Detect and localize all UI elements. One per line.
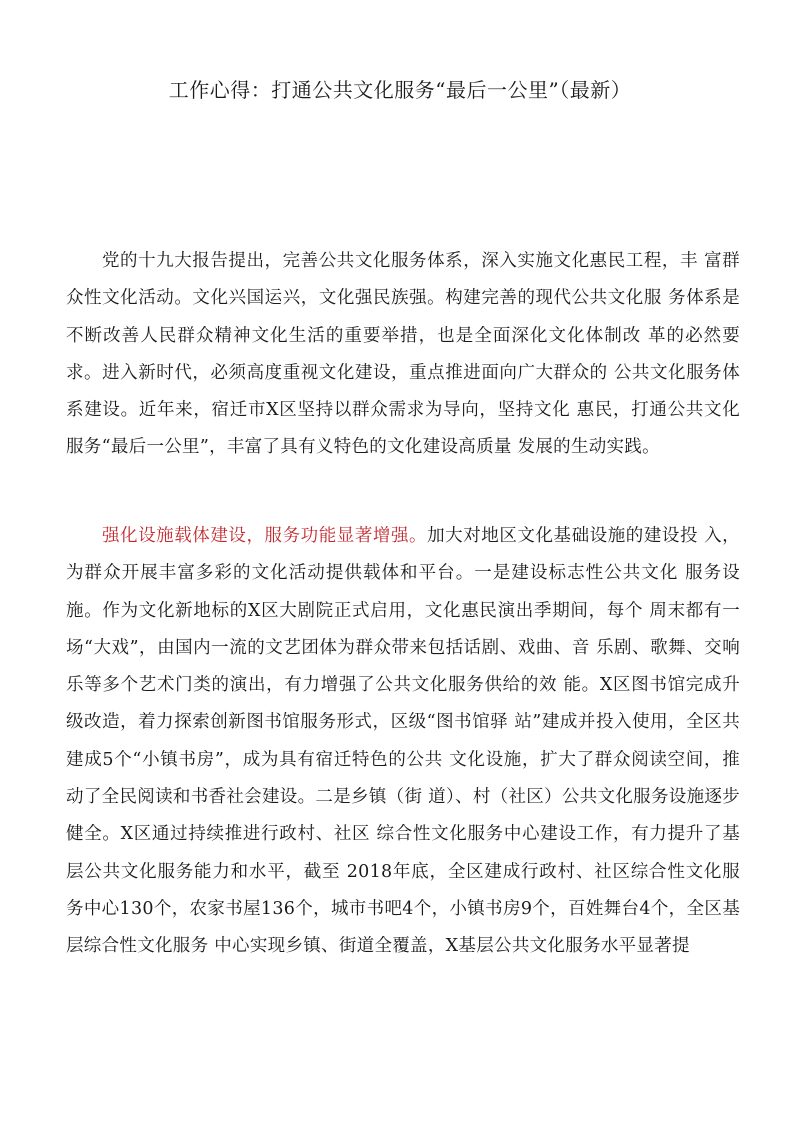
paragraph-intro-text: 党的十九大报告提出，完善公共文化服务体系，深入实施文化惠民工程，丰 富群众性文化活动。文化兴国运兴，文化强民族强。构建完善的现代公共文化服 务体系是不断改善人民群众精神文化生活的重要举措，也是全面深化文化体制改 革的必然要求。进入新时代，必须高度重视文化建设，重点推进面向广大群众的 公共文化服务体系建设。近年来，宿迁市X区坚持以群众需求为导向，坚持文化 惠民，打通公共文化服务“最后一公里”，丰富了具有义特色的文化建设高质量 发展的生动实践。 [66, 251, 740, 458]
paragraph-facilities-heading: 强化设施载体建设，服务功能显著增强。 [102, 526, 428, 546]
paragraph-facilities [66, 518, 740, 966]
paragraph-facilities-text: 加大对地区文化基础设施的建设投 入，为群众开展丰富多彩的文化活动提供载体和平台。一是建设标志性公共文化 服务设施。作为文化新地标的X区大剧院正式启用，文化惠民演出季期间，每个 周末都有一场“大戏”，由国内一流的文艺团体为群众带来包括话剧、戏曲、音 乐剧、歌舞、交响乐等多个艺术门类的演出，有力增强了公共文化服务供给的效 能。X区图书馆完成升级改造，着力探索创新图书馆服务形式，区级“图书馆驿 站”建成并投入使用，全区共建成5个“小镇书房”，成为具有宿迁特色的公共 文化设施，扩大了群众阅读空间，推动了全民阅读和书香社会建设。二是乡镇（街 道）、村（社区）公共文化服务设施逐步健全。X区通过持续推进行政村、社区 综合性文化服务中心建设工作，有力提升了基层公共文化服务能力和水平，截至 2018年底，全区建成行政村、社区综合性文化服务中心130个，农家书屋136个，城市书吧4个，小镇书房9个，百姓舞台4个，全区基层综合性文化服务 中心实现乡镇、街道全覆盖，X基层公共文化服务水平显著提 [66, 526, 740, 957]
paragraph-intro [66, 243, 740, 467]
document-title: 工作心得：打通公共文化服务“最后一公里”（最新） [168, 78, 632, 102]
